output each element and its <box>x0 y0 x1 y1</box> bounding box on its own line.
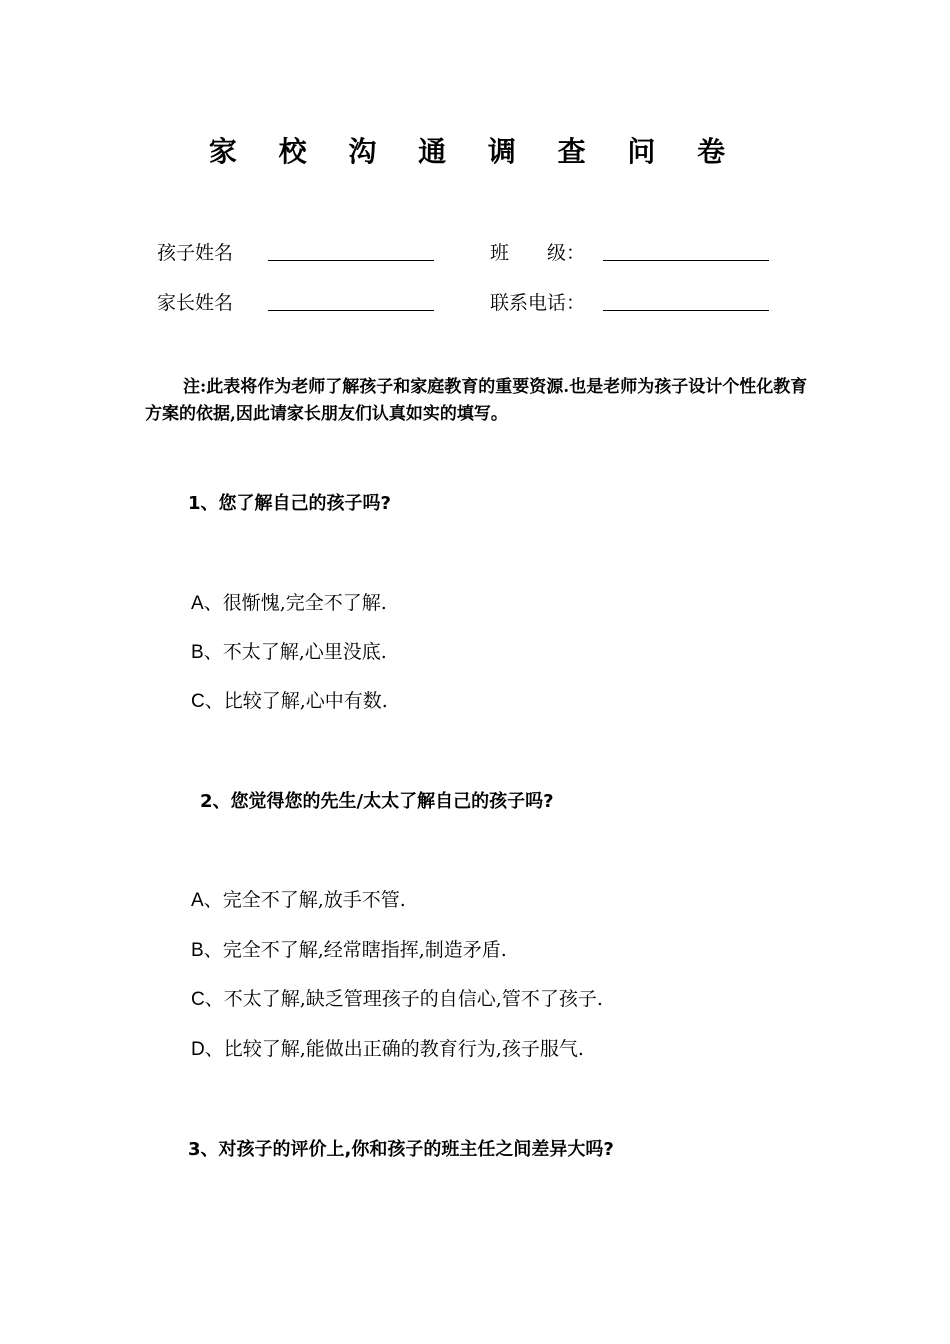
page-title: 家 校 沟 通 调 查 问 卷 <box>208 135 742 168</box>
option-text: 、比较了解,心中有数. <box>204 690 388 712</box>
question-3: 3、对孩子的评价上,你和孩子的班主任之间差异大吗? <box>188 1139 614 1160</box>
option-1c[interactable] <box>191 686 388 713</box>
option-text: 、很惭愧,完全不了解. <box>203 592 387 614</box>
option-text: 、完全不了解,经常瞎指挥,制造矛盾. <box>203 939 507 961</box>
child-name-field[interactable] <box>268 260 434 261</box>
option-letter: C <box>191 691 205 712</box>
child-name-label: 孩子姓名 <box>157 242 234 264</box>
parent-name-label: 家长姓名 <box>157 292 234 314</box>
option-2a[interactable] <box>191 885 406 912</box>
option-text: 、比较了解,能做出正确的教育行为,孩子服气. <box>204 1038 584 1060</box>
option-2c[interactable] <box>191 984 603 1011</box>
option-letter: C <box>191 989 205 1010</box>
option-text: 、不太了解,缺乏管理孩子的自信心,管不了孩子. <box>204 988 603 1010</box>
phone-field[interactable] <box>603 310 769 311</box>
instruction-note: 注:此表将作为老师了解孩子和家庭教育的重要资源.也是老师为孩子设计个性化教育方案的依据,因此请家长朋友们认真如实的填写。 <box>145 377 808 424</box>
option-letter: A <box>191 890 204 911</box>
option-1b[interactable] <box>191 637 387 664</box>
option-1a[interactable] <box>191 588 387 615</box>
option-letter: B <box>191 940 204 961</box>
question-2: 2、您觉得您的先生/太太了解自己的孩子吗? <box>200 791 554 812</box>
class-label: 班 级： <box>490 242 586 264</box>
option-letter: A <box>191 593 204 614</box>
option-letter: B <box>191 642 204 663</box>
parent-name-field[interactable] <box>268 310 434 311</box>
option-2d[interactable] <box>191 1034 584 1061</box>
option-text: 、不太了解,心里没底. <box>203 641 387 663</box>
option-letter: D <box>191 1039 205 1060</box>
class-field[interactable] <box>603 260 769 261</box>
question-1: 1、您了解自己的孩子吗? <box>188 493 391 514</box>
option-2b[interactable] <box>191 935 507 962</box>
option-text: 、完全不了解,放手不管. <box>203 889 406 911</box>
phone-label: 联系电话： <box>490 292 586 314</box>
